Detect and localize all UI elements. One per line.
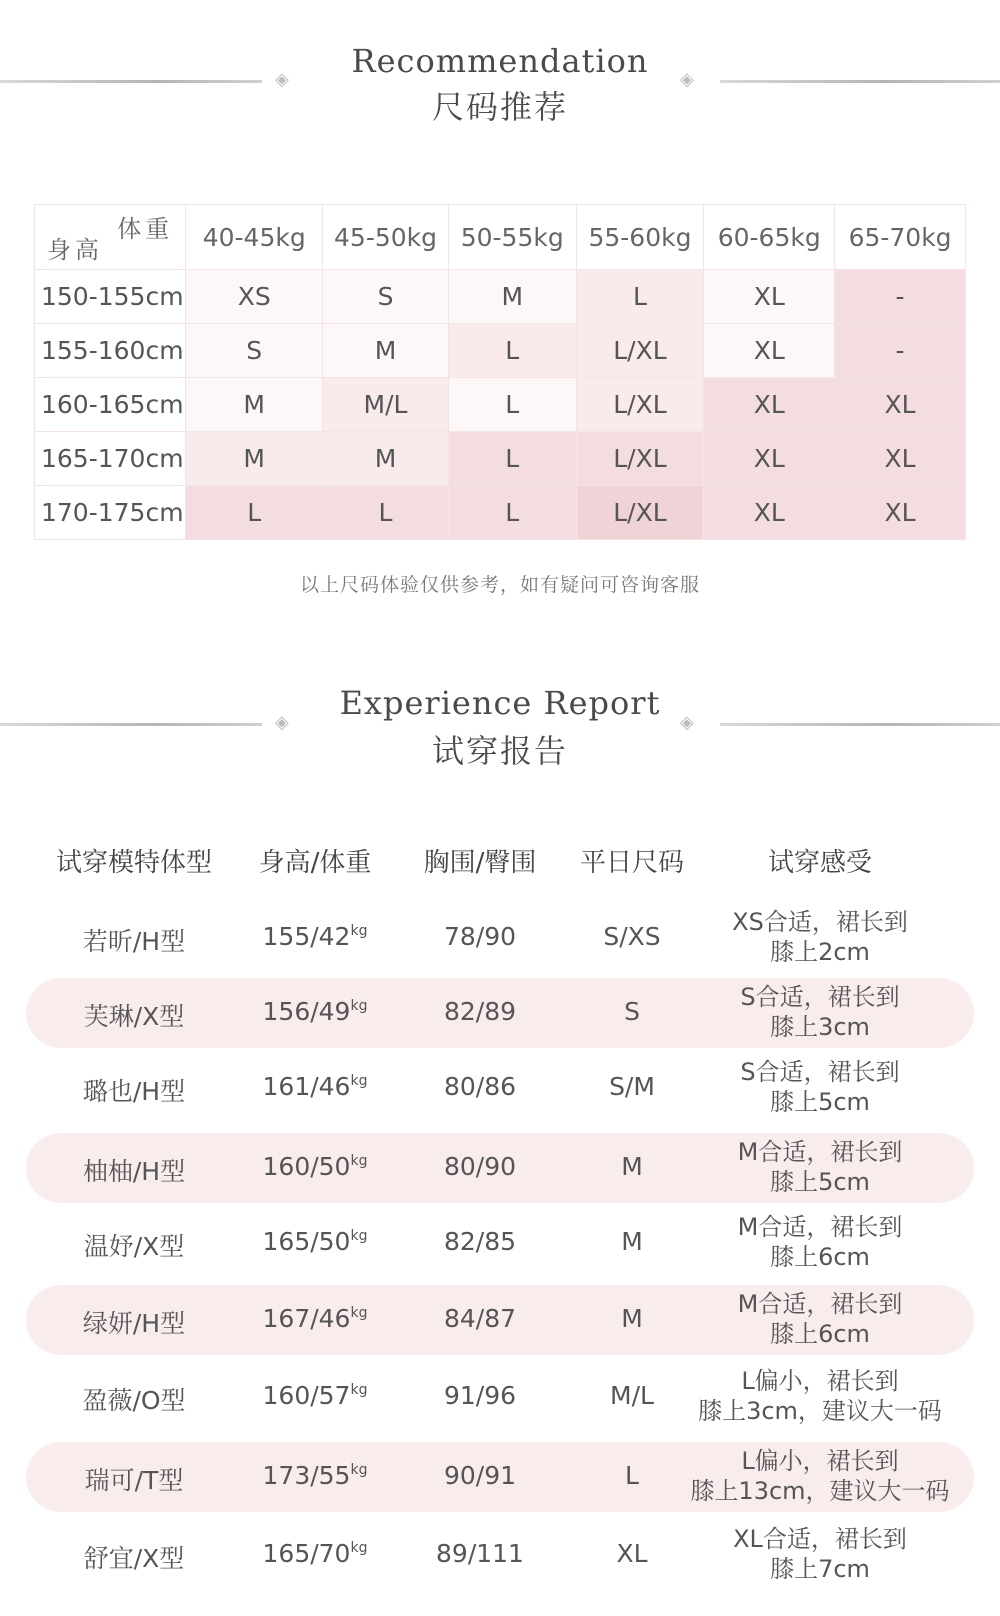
usual-size-cell: S [624, 997, 640, 1026]
kg-unit: kg [350, 1228, 368, 1244]
kg-unit: kg [350, 1073, 368, 1089]
size-cell: L [448, 432, 576, 486]
size-cell: S [323, 270, 449, 324]
corner-cell [35, 205, 186, 270]
height-weight-value: 167/46 [262, 1304, 351, 1333]
feeling-cell [665, 1524, 975, 1584]
height-weight-cell [240, 997, 390, 1026]
size-cell: M/L [323, 378, 449, 432]
size-cell: XS [186, 270, 323, 324]
size-cell: S [186, 324, 323, 378]
table-row [26, 1520, 974, 1590]
table-row [26, 1053, 974, 1123]
kg-unit: kg [350, 1153, 368, 1169]
section-title-zh: 尺码推荐 [431, 88, 568, 126]
size-cell: - [835, 270, 966, 324]
size-cell: M [186, 378, 323, 432]
kg-unit: kg [350, 923, 368, 939]
divider-right [720, 80, 1000, 83]
model-cell: 璐也/H型 [82, 1077, 186, 1106]
size-cell: M [448, 270, 576, 324]
table-row [26, 1442, 974, 1512]
bust-hip-cell: 91/96 [443, 1381, 517, 1410]
size-cell: L/XL [576, 378, 704, 432]
feeling-line-2: 膝上6cm [770, 1320, 870, 1348]
header-feeling: 试穿感受 [767, 848, 872, 878]
size-cell: XL [704, 378, 835, 432]
size-cell: L/XL [576, 432, 704, 486]
feeling-line-2: 膝上5cm [770, 1168, 870, 1196]
feeling-line-1: S合适，裙长到 [740, 1058, 900, 1086]
feeling-line-2: 膝上6cm [770, 1243, 870, 1271]
weight-header: 45-50kg [323, 205, 449, 270]
ornament-left-icon: ◈ [275, 712, 289, 733]
bust-hip-cell: 84/87 [443, 1304, 517, 1333]
height-weight-cell [240, 1461, 390, 1490]
usual-size-cell: XL [616, 1539, 648, 1568]
usual-size-cell: L [625, 1461, 639, 1490]
usual-size-cell: S/M [609, 1072, 655, 1101]
bust-hip-cell: 80/90 [443, 1152, 517, 1181]
size-cell: M [323, 432, 449, 486]
feeling-line-1: M合适，裙长到 [737, 1290, 903, 1318]
feeling-line-2: 膝上3cm [770, 1013, 870, 1041]
table-row [26, 1285, 974, 1355]
weight-header: 40-45kg [186, 205, 323, 270]
height-weight-value: 165/50 [262, 1227, 351, 1256]
height-weight-value: 160/50 [262, 1152, 351, 1181]
table-row [26, 978, 974, 1048]
table-row [26, 903, 974, 973]
section-title-zh: 试穿报告 [431, 732, 568, 770]
height-weight-cell [240, 1539, 390, 1568]
size-cell: L [448, 486, 576, 540]
height-weight-cell [240, 1304, 390, 1333]
size-cell: XL [704, 324, 835, 378]
feeling-cell [665, 1289, 975, 1349]
header-model: 试穿模特体型 [55, 848, 212, 878]
size-cell: XL [835, 486, 966, 540]
size-cell: L [448, 378, 576, 432]
model-cell: 若昕/H型 [82, 927, 186, 956]
model-cell: 瑞可/T型 [84, 1466, 184, 1495]
kg-unit: kg [350, 1382, 368, 1398]
height-weight-cell [240, 1381, 390, 1410]
kg-unit: kg [350, 1462, 368, 1478]
height-weight-value: 155/42 [262, 922, 351, 951]
bust-hip-cell: 78/90 [443, 922, 517, 951]
divider-right [720, 723, 1000, 726]
table-row [35, 324, 966, 378]
height-weight-value: 165/70 [262, 1539, 351, 1568]
feeling-cell [665, 907, 975, 967]
size-cell: XL [704, 486, 835, 540]
feeling-cell [665, 1366, 975, 1426]
table-row [35, 486, 966, 540]
size-cell: L/XL [576, 486, 704, 540]
header-height-weight: 身高/体重 [258, 848, 372, 878]
height-weight-cell [240, 922, 390, 951]
size-cell: - [835, 324, 966, 378]
weight-header: 65-70kg [835, 205, 966, 270]
height-header: 165-170cm [35, 432, 186, 486]
model-cell: 绿妍/H型 [82, 1309, 186, 1338]
feeling-line-1: L偏小，裙长到 [741, 1367, 899, 1395]
ornament-right-icon: ◈ [680, 712, 694, 733]
header-usual-size: 平日尺码 [579, 848, 684, 878]
feeling-cell [665, 1212, 975, 1272]
table-row [35, 270, 966, 324]
table-row [26, 1362, 974, 1432]
size-cell: M [323, 324, 449, 378]
usual-size-cell: M [621, 1227, 643, 1256]
height-weight-value: 160/57 [262, 1381, 351, 1410]
size-recommendation-table [34, 204, 966, 540]
feeling-line-2: 膝上13cm，建议大一码 [690, 1477, 950, 1505]
feeling-line-1: XS合适，裙长到 [732, 908, 908, 936]
size-cell: L [323, 486, 449, 540]
size-cell: XL [704, 270, 835, 324]
height-header: 160-165cm [35, 378, 186, 432]
feeling-cell [665, 1137, 975, 1197]
feeling-line-1: XL合适，裙长到 [733, 1525, 907, 1553]
model-cell: 芙琳/X型 [83, 1002, 185, 1031]
size-cell: L [576, 270, 704, 324]
height-weight-cell [240, 1227, 390, 1256]
ornament-right-icon: ◈ [680, 69, 694, 90]
ornament-left-icon: ◈ [275, 69, 289, 90]
kg-unit: kg [350, 1305, 368, 1321]
weight-header: 50-55kg [448, 205, 576, 270]
size-cell: M [186, 432, 323, 486]
report-table-header [0, 838, 1000, 878]
height-weight-value: 161/46 [262, 1072, 351, 1101]
height-weight-cell [240, 1152, 390, 1181]
bust-hip-cell: 80/86 [443, 1072, 517, 1101]
kg-unit: kg [350, 1540, 368, 1556]
feeling-line-2: 膝上3cm，建议大一码 [698, 1397, 942, 1425]
table-row [35, 432, 966, 486]
corner-height-label: 身高 [47, 236, 103, 264]
size-cell: XL [704, 432, 835, 486]
corner-weight-label: 体重 [117, 215, 174, 243]
feeling-line-2: 膝上2cm [770, 938, 870, 966]
bust-hip-cell: 89/111 [436, 1539, 524, 1568]
feeling-cell [665, 982, 975, 1042]
feeling-line-1: S合适，裙长到 [740, 983, 900, 1011]
model-cell: 柚柚/H型 [82, 1157, 186, 1186]
weight-header: 55-60kg [576, 205, 704, 270]
section-title-en: Recommendation [351, 42, 649, 80]
size-cell: L/XL [576, 324, 704, 378]
size-note: 以上尺码体验仅供参考，如有疑问可咨询客服 [299, 574, 700, 596]
size-cell: L [448, 324, 576, 378]
table-row [35, 378, 966, 432]
feeling-cell [665, 1057, 975, 1117]
height-header: 170-175cm [35, 486, 186, 540]
kg-unit: kg [350, 998, 368, 1014]
feeling-line-1: L偏小，裙长到 [741, 1447, 899, 1475]
usual-size-cell: M [621, 1304, 643, 1333]
height-weight-cell [240, 1072, 390, 1101]
model-cell: 温妤/X型 [83, 1232, 185, 1261]
table-row [26, 1133, 974, 1203]
height-weight-value: 156/49 [262, 997, 351, 1026]
table-row [26, 1208, 974, 1278]
model-cell: 盈薇/O型 [82, 1386, 186, 1415]
height-header: 155-160cm [35, 324, 186, 378]
model-cell: 舒宜/X型 [83, 1544, 185, 1573]
feeling-cell [665, 1446, 975, 1506]
size-cell: XL [835, 432, 966, 486]
table-header-row [35, 205, 966, 270]
size-cell: XL [835, 378, 966, 432]
height-header: 150-155cm [35, 270, 186, 324]
bust-hip-cell: 82/85 [443, 1227, 517, 1256]
usual-size-cell: M [621, 1152, 643, 1181]
section-title-en: Experience Report [339, 684, 661, 722]
feeling-line-2: 膝上5cm [770, 1088, 870, 1116]
height-weight-value: 173/55 [262, 1461, 351, 1490]
bust-hip-cell: 82/89 [443, 997, 517, 1026]
header-bust-hip: 胸围/臀围 [423, 848, 537, 878]
feeling-line-1: M合适，裙长到 [737, 1213, 903, 1241]
weight-header: 60-65kg [704, 205, 835, 270]
bust-hip-cell: 90/91 [443, 1461, 517, 1490]
usual-size-cell: M/L [610, 1381, 654, 1410]
feeling-line-1: M合适，裙长到 [737, 1138, 903, 1166]
feeling-line-2: 膝上7cm [770, 1555, 870, 1583]
usual-size-cell: S/XS [603, 922, 661, 951]
size-cell: L [186, 486, 323, 540]
